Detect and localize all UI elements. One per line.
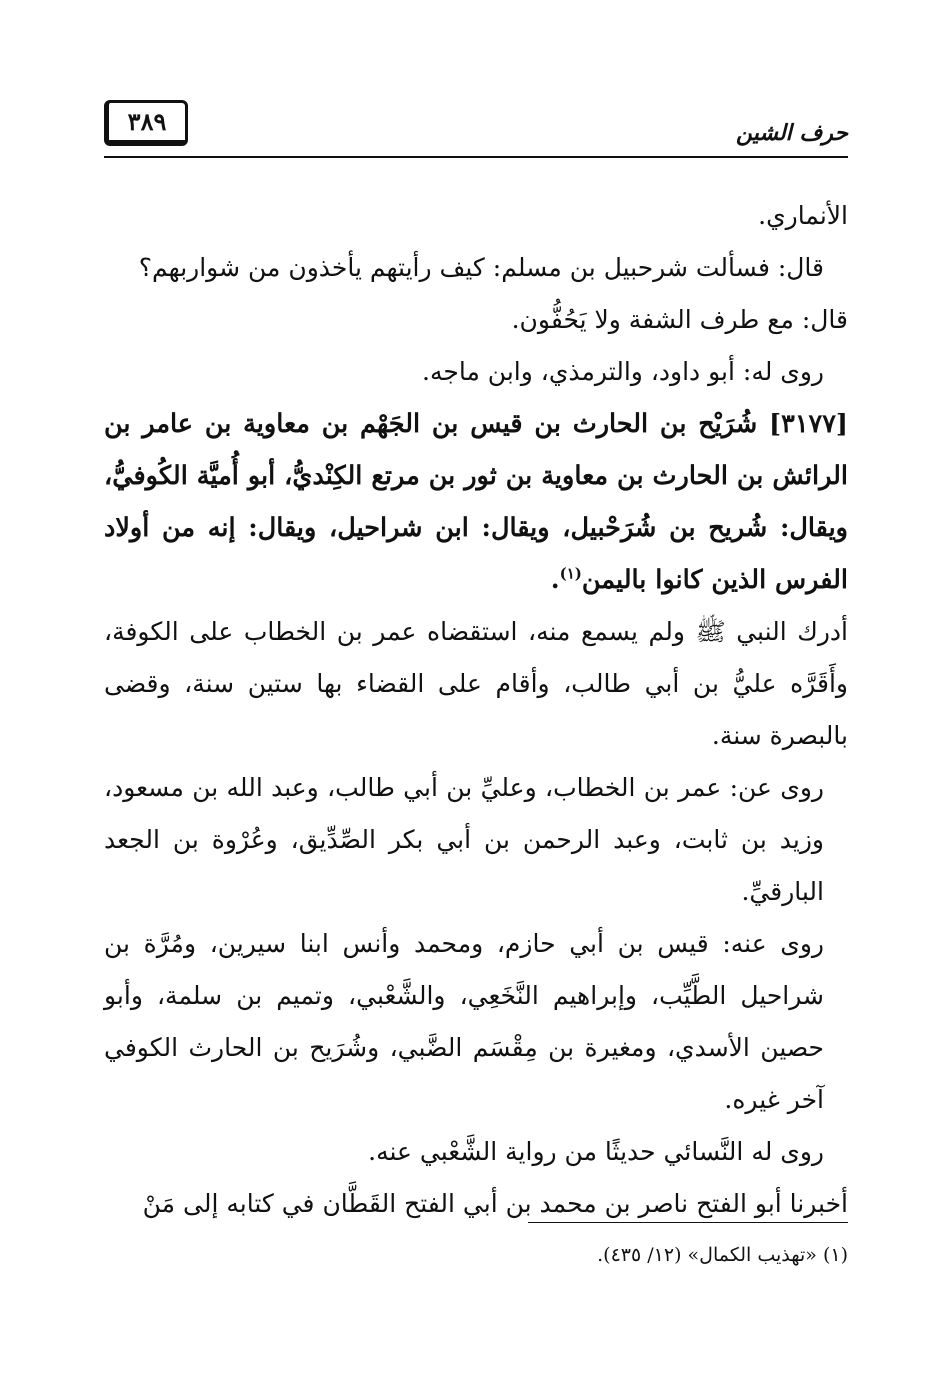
main-text bbox=[104, 190, 848, 1230]
paragraph: قال: فسألت شرحبيل بن مسلم: كيف رأيتهم يأخذون من شواربهم؟ bbox=[138, 253, 824, 282]
page-number: ٣٨٩ bbox=[127, 107, 167, 136]
paragraph: روى عن: عمر بن الخطاب، وعليِّ بن أبي طالب، وعبد الله بن مسعود، وزيد بن ثابت، وعبد الرحمن بن أبي بكر الصِّدِّيق، وعُرْوة بن الجعد البارقيِّ. bbox=[104, 773, 824, 906]
footnote-rule bbox=[528, 1222, 848, 1223]
footnote-reference: (١) bbox=[559, 564, 582, 583]
paragraph: قال: مع طرف الشفة ولا يَحُفُّون. bbox=[511, 305, 848, 334]
header-rule bbox=[104, 156, 848, 158]
paragraph: أخبرنا أبو الفتح ناصر بن محمد بن أبي الفتح القَطَّان في كتابه إلى مَنْ bbox=[142, 1189, 848, 1218]
page-header bbox=[104, 96, 848, 158]
entry-name: شُرَيْح بن الحارث بن قيس بن الجَهْم بن معاوية بن عامر بن الرائش بن الحارث بن معاوية بن ثور بن مرتع الكِنْديُّ، أبو أُميَّة الكُوفيُّ، ويقال: شُريح بن شُرَحْبيل، ويقال: ابن شراحيل، ويقال: إنه من أولاد الفرس الذين كانوا باليمن bbox=[104, 409, 848, 595]
page-number-box bbox=[104, 100, 188, 146]
biography-entry-heading bbox=[104, 398, 848, 606]
running-title: حرف الشين bbox=[735, 120, 848, 146]
paragraph: روى عنه: قيس بن أبي حازم، ومحمد وأنس ابنا سيرين، ومُرَّة بن شراحيل الطَّيِّب، وإبراهيم النَّخَعِي، والشَّعْبي، وتميم بن سلمة، وأبو حصين الأسدي، ومغيرة بن مِقْسَم الضَّبي، وشُرَيح بن الحارث الكوفي آخر غيره. bbox=[104, 929, 824, 1114]
entry-end: . bbox=[550, 565, 560, 595]
paragraph: روى له: أبو داود، والترمذي، وابن ماجه. bbox=[422, 357, 824, 386]
paragraph: أدرك النبي ﷺ ولم يسمع منه، استقضاه عمر بن الخطاب على الكوفة، وأَقَرَّه عليُّ بن أبي طالب، وأقام على القضاء بها ستين سنة، وقضى بالبصرة سنة. bbox=[104, 617, 848, 750]
footnote: (١) «تهذيب الكمال» (١٢/ ٤٣٥). bbox=[597, 1244, 848, 1266]
entry-number: [٣١٧٧] bbox=[769, 409, 848, 439]
paragraph: الأنماري. bbox=[758, 201, 848, 230]
paragraph: روى له النَّسائي حديثًا من رواية الشَّعْبي عنه. bbox=[368, 1137, 824, 1166]
